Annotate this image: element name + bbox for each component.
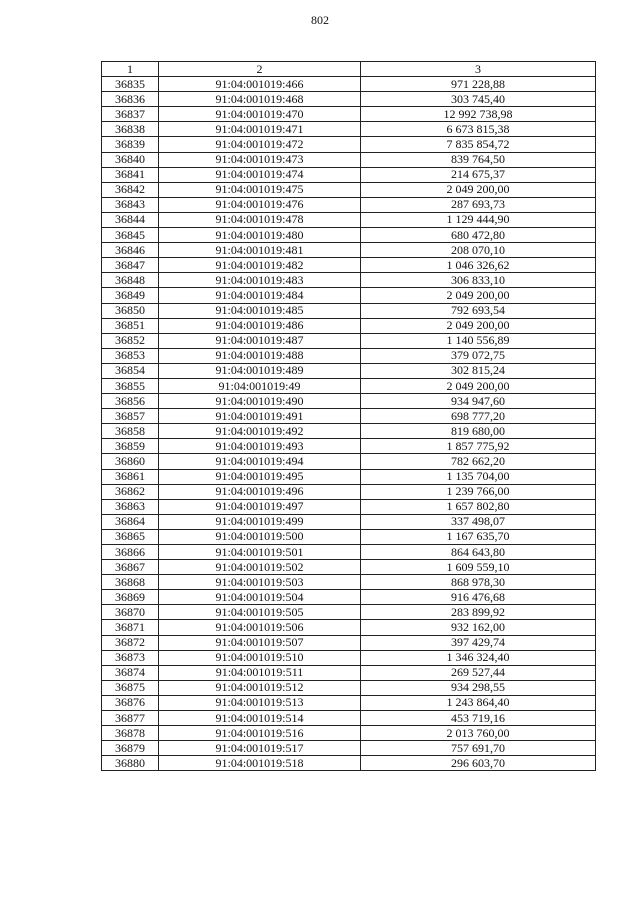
cadastral-number-cell: 91:04:001019:49	[159, 378, 361, 393]
cadastral-number-cell: 91:04:001019:510	[159, 650, 361, 665]
row-number-cell: 36868	[102, 575, 159, 590]
cadastral-number-cell: 91:04:001019:482	[159, 258, 361, 273]
row-number-cell: 36844	[102, 212, 159, 227]
row-number-cell: 36858	[102, 424, 159, 439]
table-row	[102, 680, 596, 695]
cadastral-number-cell: 91:04:001019:484	[159, 288, 361, 303]
table-row	[102, 333, 596, 348]
table-row	[102, 152, 596, 167]
cadastral-number-cell: 91:04:001019:475	[159, 182, 361, 197]
cadastral-number-cell: 91:04:001019:505	[159, 605, 361, 620]
value-cell: 296 603,70	[361, 756, 596, 771]
table-row	[102, 665, 596, 680]
row-number-cell: 36879	[102, 741, 159, 756]
table-row	[102, 409, 596, 424]
value-cell: 337 498,07	[361, 514, 596, 529]
row-number-cell: 36851	[102, 318, 159, 333]
cadastral-number-cell: 91:04:001019:511	[159, 665, 361, 680]
table-row	[102, 348, 596, 363]
table-row	[102, 514, 596, 529]
table-row	[102, 605, 596, 620]
value-cell: 12 992 738,98	[361, 107, 596, 122]
value-cell: 932 162,00	[361, 620, 596, 635]
row-number-cell: 36840	[102, 152, 159, 167]
row-number-cell: 36871	[102, 620, 159, 635]
table-row	[102, 741, 596, 756]
row-number-cell: 36845	[102, 228, 159, 243]
cadastral-number-cell: 91:04:001019:513	[159, 695, 361, 710]
cadastral-number-cell: 91:04:001019:487	[159, 333, 361, 348]
value-cell: 1 167 635,70	[361, 529, 596, 544]
cadastral-number-cell: 91:04:001019:517	[159, 741, 361, 756]
row-number-cell: 36866	[102, 545, 159, 560]
row-number-cell: 36878	[102, 726, 159, 741]
row-number-cell: 36860	[102, 454, 159, 469]
cadastral-number-cell: 91:04:001019:490	[159, 394, 361, 409]
row-number-cell: 36873	[102, 650, 159, 665]
row-number-cell: 36876	[102, 695, 159, 710]
table-row	[102, 756, 596, 771]
row-number-cell: 36864	[102, 514, 159, 529]
cadastral-number-cell: 91:04:001019:502	[159, 560, 361, 575]
table-row	[102, 424, 596, 439]
table-row	[102, 318, 596, 333]
row-number-cell: 36838	[102, 122, 159, 137]
row-number-cell: 36841	[102, 167, 159, 182]
value-cell: 839 764,50	[361, 152, 596, 167]
cadastral-number-cell: 91:04:001019:494	[159, 454, 361, 469]
value-cell: 1 046 326,62	[361, 258, 596, 273]
table-row	[102, 378, 596, 393]
value-cell: 2 049 200,00	[361, 318, 596, 333]
value-cell: 269 527,44	[361, 665, 596, 680]
cadastral-number-cell: 91:04:001019:468	[159, 92, 361, 107]
cadastral-number-cell: 91:04:001019:476	[159, 197, 361, 212]
cadastral-number-cell: 91:04:001019:514	[159, 711, 361, 726]
cadastral-number-cell: 91:04:001019:512	[159, 680, 361, 695]
cadastral-number-cell: 91:04:001019:474	[159, 167, 361, 182]
row-number-cell: 36874	[102, 665, 159, 680]
table-row	[102, 212, 596, 227]
table-row	[102, 484, 596, 499]
value-cell: 303 745,40	[361, 92, 596, 107]
row-number-cell: 36869	[102, 590, 159, 605]
cadastral-number-cell: 91:04:001019:503	[159, 575, 361, 590]
cadastral-number-cell: 91:04:001019:483	[159, 273, 361, 288]
cadastral-number-cell: 91:04:001019:481	[159, 243, 361, 258]
cadastral-number-cell: 91:04:001019:472	[159, 137, 361, 152]
value-cell: 397 429,74	[361, 635, 596, 650]
row-number-cell: 36872	[102, 635, 159, 650]
value-cell: 7 835 854,72	[361, 137, 596, 152]
table-row	[102, 575, 596, 590]
row-number-cell: 36863	[102, 499, 159, 514]
cadastral-number-cell: 91:04:001019:495	[159, 469, 361, 484]
row-number-cell: 36843	[102, 197, 159, 212]
table-row	[102, 137, 596, 152]
value-cell: 868 978,30	[361, 575, 596, 590]
cadastral-number-cell: 91:04:001019:478	[159, 212, 361, 227]
value-cell: 2 049 200,00	[361, 378, 596, 393]
cadastral-number-cell: 91:04:001019:491	[159, 409, 361, 424]
value-cell: 453 719,16	[361, 711, 596, 726]
row-number-cell: 36867	[102, 560, 159, 575]
value-cell: 782 662,20	[361, 454, 596, 469]
row-number-cell: 36875	[102, 680, 159, 695]
row-number-cell: 36854	[102, 363, 159, 378]
table-row	[102, 560, 596, 575]
table-row	[102, 197, 596, 212]
value-cell: 2 049 200,00	[361, 288, 596, 303]
row-number-cell: 36836	[102, 92, 159, 107]
column-header-1: 1	[102, 62, 159, 77]
row-number-cell: 36857	[102, 409, 159, 424]
value-cell: 287 693,73	[361, 197, 596, 212]
value-cell: 680 472,80	[361, 228, 596, 243]
table-row	[102, 439, 596, 454]
table-row	[102, 590, 596, 605]
value-cell: 1 243 864,40	[361, 695, 596, 710]
cadastral-number-cell: 91:04:001019:470	[159, 107, 361, 122]
cadastral-number-cell: 91:04:001019:497	[159, 499, 361, 514]
cadastral-number-cell: 91:04:001019:488	[159, 348, 361, 363]
table-row	[102, 303, 596, 318]
value-cell: 1 140 556,89	[361, 333, 596, 348]
row-number-cell: 36852	[102, 333, 159, 348]
cadastral-number-cell: 91:04:001019:496	[159, 484, 361, 499]
value-cell: 1 135 704,00	[361, 469, 596, 484]
cadastral-number-cell: 91:04:001019:506	[159, 620, 361, 635]
row-number-cell: 36870	[102, 605, 159, 620]
table-row	[102, 107, 596, 122]
cadastral-number-cell: 91:04:001019:480	[159, 228, 361, 243]
value-cell: 214 675,37	[361, 167, 596, 182]
cadastral-number-cell: 91:04:001019:466	[159, 77, 361, 92]
value-cell: 1 129 444,90	[361, 212, 596, 227]
row-number-cell: 36855	[102, 378, 159, 393]
table-body	[102, 77, 596, 771]
value-cell: 971 228,88	[361, 77, 596, 92]
table-row	[102, 499, 596, 514]
table-row	[102, 258, 596, 273]
table-row	[102, 469, 596, 484]
cadastral-number-cell: 91:04:001019:501	[159, 545, 361, 560]
cadastral-number-cell: 91:04:001019:485	[159, 303, 361, 318]
table-row	[102, 620, 596, 635]
value-cell: 698 777,20	[361, 409, 596, 424]
row-number-cell: 36865	[102, 529, 159, 544]
cadastral-number-cell: 91:04:001019:504	[159, 590, 361, 605]
table-row	[102, 394, 596, 409]
page-number: 802	[311, 13, 329, 27]
table-row	[102, 167, 596, 182]
row-number-cell: 36850	[102, 303, 159, 318]
row-number-cell: 36861	[102, 469, 159, 484]
table-row	[102, 650, 596, 665]
value-cell: 1 657 802,80	[361, 499, 596, 514]
cadastral-number-cell: 91:04:001019:500	[159, 529, 361, 544]
table-row	[102, 92, 596, 107]
table-row	[102, 243, 596, 258]
value-cell: 2 049 200,00	[361, 182, 596, 197]
value-cell: 6 673 815,38	[361, 122, 596, 137]
table-row	[102, 635, 596, 650]
cadastral-number-cell: 91:04:001019:492	[159, 424, 361, 439]
cadastral-number-cell: 91:04:001019:473	[159, 152, 361, 167]
column-header-2: 2	[159, 62, 361, 77]
value-cell: 1 609 559,10	[361, 560, 596, 575]
table-row	[102, 122, 596, 137]
row-number-cell: 36847	[102, 258, 159, 273]
table-row	[102, 363, 596, 378]
row-number-cell: 36877	[102, 711, 159, 726]
row-number-cell: 36839	[102, 137, 159, 152]
value-cell: 792 693,54	[361, 303, 596, 318]
table-row	[102, 545, 596, 560]
table-row	[102, 288, 596, 303]
row-number-cell: 36862	[102, 484, 159, 499]
row-number-cell: 36837	[102, 107, 159, 122]
value-cell: 1 346 324,40	[361, 650, 596, 665]
cadastral-number-cell: 91:04:001019:507	[159, 635, 361, 650]
cadastral-number-cell: 91:04:001019:499	[159, 514, 361, 529]
value-cell: 916 476,68	[361, 590, 596, 605]
row-number-cell: 36859	[102, 439, 159, 454]
cadastral-number-cell: 91:04:001019:516	[159, 726, 361, 741]
row-number-cell: 36846	[102, 243, 159, 258]
table-row	[102, 182, 596, 197]
row-number-cell: 36849	[102, 288, 159, 303]
table-row	[102, 726, 596, 741]
column-header-3: 3	[361, 62, 596, 77]
value-cell: 757 691,70	[361, 741, 596, 756]
row-number-cell: 36842	[102, 182, 159, 197]
value-cell: 934 947,60	[361, 394, 596, 409]
row-number-cell: 36880	[102, 756, 159, 771]
value-cell: 1 857 775,92	[361, 439, 596, 454]
table-row	[102, 77, 596, 92]
value-cell: 306 833,10	[361, 273, 596, 288]
table-row	[102, 228, 596, 243]
value-cell: 2 013 760,00	[361, 726, 596, 741]
value-cell: 934 298,55	[361, 680, 596, 695]
value-cell: 302 815,24	[361, 363, 596, 378]
table-row	[102, 273, 596, 288]
table-row	[102, 695, 596, 710]
cadastral-number-cell: 91:04:001019:486	[159, 318, 361, 333]
cadastral-number-cell: 91:04:001019:518	[159, 756, 361, 771]
row-number-cell: 36835	[102, 77, 159, 92]
value-cell: 819 680,00	[361, 424, 596, 439]
table-row	[102, 454, 596, 469]
row-number-cell: 36856	[102, 394, 159, 409]
cadastral-number-cell: 91:04:001019:493	[159, 439, 361, 454]
value-cell: 208 070,10	[361, 243, 596, 258]
cadastral-number-cell: 91:04:001019:489	[159, 363, 361, 378]
value-cell: 864 643,80	[361, 545, 596, 560]
table-row	[102, 711, 596, 726]
cadastral-number-cell: 91:04:001019:471	[159, 122, 361, 137]
table-row	[102, 529, 596, 544]
data-table	[101, 61, 596, 771]
value-cell: 379 072,75	[361, 348, 596, 363]
value-cell: 1 239 766,00	[361, 484, 596, 499]
value-cell: 283 899,92	[361, 605, 596, 620]
row-number-cell: 36853	[102, 348, 159, 363]
row-number-cell: 36848	[102, 273, 159, 288]
table-header-row	[102, 62, 596, 77]
